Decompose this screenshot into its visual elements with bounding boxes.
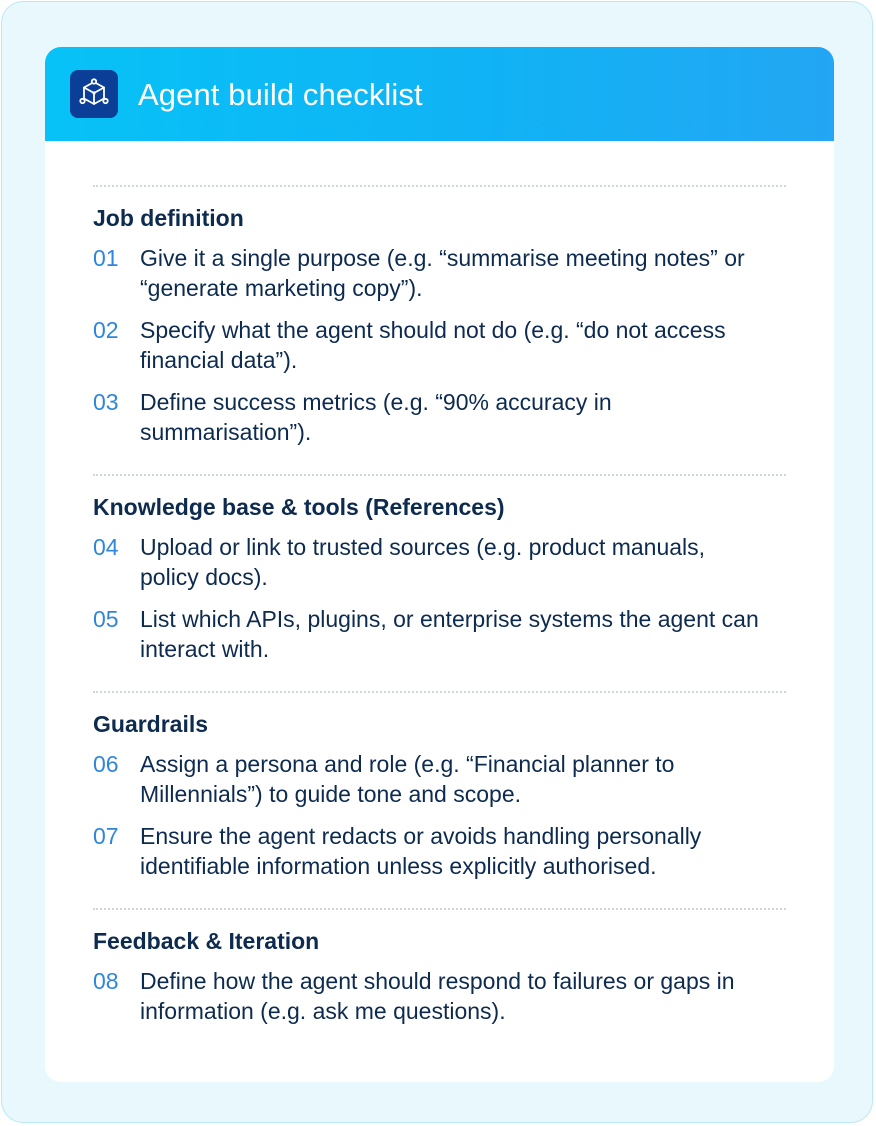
- checklist-item: [93, 749, 786, 809]
- checklist-body: [45, 141, 834, 1026]
- item-number: 08: [93, 968, 119, 994]
- item-text: Upload or link to trusted sources (e.g. product manuals, policy docs).: [140, 534, 706, 590]
- section-job-definition: [93, 185, 786, 447]
- item-text: List which APIs, plugins, or enterprise systems the agent can interact with.: [140, 606, 759, 662]
- cube-network-icon: [70, 70, 118, 118]
- checklist-items: [93, 966, 786, 1026]
- section-title: Job definition: [93, 205, 244, 231]
- checklist-card: [45, 47, 834, 1082]
- item-number: 01: [93, 245, 119, 271]
- item-text: Ensure the agent redacts or avoids handling personally identifiable information unless explicitly authorised.: [140, 823, 702, 879]
- checklist-item: [93, 243, 786, 303]
- checklist-item: [93, 821, 786, 881]
- item-number: 03: [93, 389, 119, 415]
- checklist-item: [93, 532, 786, 592]
- item-text: Define how the agent should respond to failures or gaps in information (e.g. ask me questions).: [140, 968, 735, 1024]
- section-title: Feedback & Iteration: [93, 928, 320, 954]
- item-number: 02: [93, 317, 119, 343]
- item-number: 05: [93, 606, 119, 632]
- checklist-item: [93, 604, 786, 664]
- checklist-items: [93, 243, 786, 447]
- item-text: Give it a single purpose (e.g. “summarise meeting notes” or “generate marketing copy”).: [140, 245, 745, 301]
- item-text: Assign a persona and role (e.g. “Financial planner to Millennials”) to guide tone and scope.: [140, 751, 675, 807]
- page-background: [1, 1, 873, 1123]
- section-feedback-iteration: [93, 908, 786, 1026]
- checklist-item: [93, 315, 786, 375]
- card-title: Agent build checklist: [138, 77, 423, 112]
- checklist-items: [93, 532, 786, 664]
- item-number: 07: [93, 823, 119, 849]
- section-guardrails: [93, 691, 786, 881]
- section-knowledge-base: [93, 474, 786, 664]
- card-header: [45, 47, 834, 141]
- checklist-item: [93, 387, 786, 447]
- item-text: Define success metrics (e.g. “90% accuracy in summarisation”).: [140, 389, 612, 445]
- checklist-items: [93, 749, 786, 881]
- item-text: Specify what the agent should not do (e.g. “do not access financial data”).: [140, 317, 726, 373]
- section-title: Knowledge base & tools (References): [93, 494, 505, 520]
- section-title: Guardrails: [93, 711, 209, 737]
- item-number: 04: [93, 534, 119, 560]
- item-number: 06: [93, 751, 119, 777]
- checklist-item: [93, 966, 786, 1026]
